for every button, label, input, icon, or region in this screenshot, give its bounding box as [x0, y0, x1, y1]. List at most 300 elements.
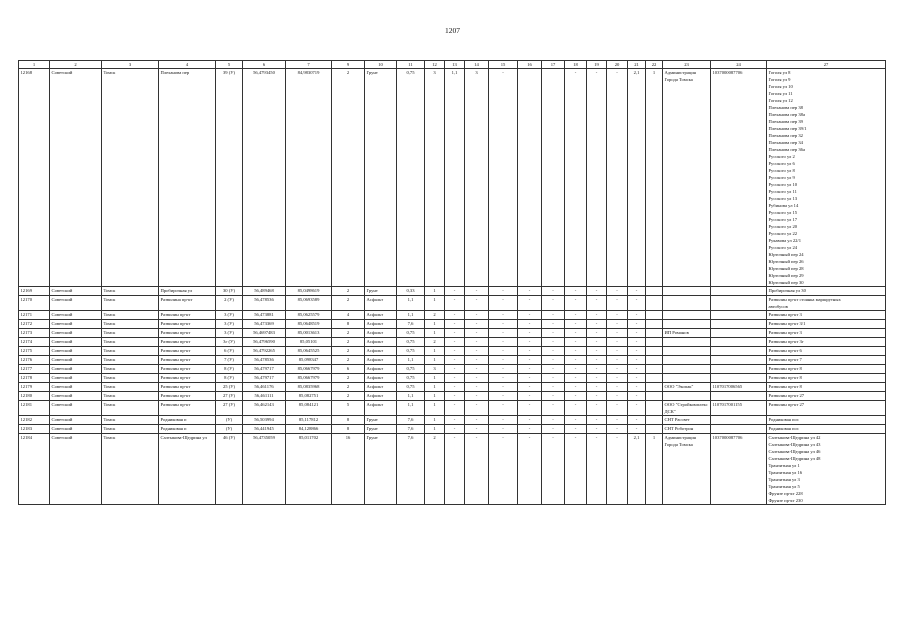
table-cell: 1 — [425, 296, 445, 311]
table-cell: - — [518, 338, 542, 347]
table-cell — [646, 296, 663, 311]
table-cell — [711, 392, 767, 401]
table-cell: - — [542, 338, 565, 347]
table-cell: (У) — [216, 416, 243, 425]
address-item: Фрунзе пр-кт 230 — [768, 498, 803, 503]
table-cell: 7,6 — [397, 434, 425, 505]
table-cell: 56,473369 — [243, 320, 286, 329]
table-cell: Томск — [102, 434, 159, 505]
table-cell: 30 (У) — [216, 287, 243, 296]
table-cell: 1 — [425, 347, 445, 356]
table-cell: Советский — [50, 347, 102, 356]
table-cell: 8 — [332, 320, 365, 329]
address-item: Салтыкова-Щедрина ул 43 — [768, 442, 821, 447]
table-cell: - — [565, 69, 587, 287]
table-cell: Томск — [102, 365, 159, 374]
table-cell: 7,6 — [397, 425, 425, 434]
table-cell: 2 — [332, 383, 365, 392]
table-cell: 2 — [332, 338, 365, 347]
table-cell: Асфальт — [365, 320, 397, 329]
address-list-cell — [767, 329, 886, 338]
table-cell: 16 — [332, 434, 365, 505]
table-cell: Томск — [102, 356, 159, 365]
address-list-cell — [767, 374, 886, 383]
address-item: Пробирочная ул 30 — [768, 288, 806, 293]
table-cell: - — [628, 311, 646, 320]
table-cell: - — [542, 311, 565, 320]
table-cell: 12181 — [19, 401, 50, 416]
table-cell: 12173 — [19, 329, 50, 338]
address-item: Плеханова пер 39 — [768, 119, 803, 124]
table-cell: Грунт — [365, 434, 397, 505]
table-cell — [646, 311, 663, 320]
address-list-cell — [767, 356, 886, 365]
table-cell: Развилин пр-кт — [159, 392, 216, 401]
address-item: Развилин пр-кт 8 — [768, 384, 802, 389]
table-cell: 8 — [332, 425, 365, 434]
table-cell: 3 — [425, 69, 445, 287]
table-cell: Томск — [102, 69, 159, 287]
address-item: Транзитная ул 5 — [768, 484, 800, 489]
table-row — [19, 401, 886, 416]
table-cell: 85,0667979 — [286, 374, 332, 383]
table-cell: - — [518, 365, 542, 374]
table-cell: 85,0625579 — [286, 311, 332, 320]
column-header: 21 — [628, 61, 646, 69]
table-cell: - — [607, 374, 628, 383]
table-cell: Асфальт — [365, 392, 397, 401]
table-row — [19, 383, 886, 392]
table-cell: - — [465, 287, 489, 296]
table-cell: Асфальт — [365, 347, 397, 356]
column-header: 7 — [286, 61, 332, 69]
table-cell: Развилин пр-кт — [159, 383, 216, 392]
table-cell: Развилин пр-кт — [159, 338, 216, 347]
table-cell: - — [542, 434, 565, 505]
table-cell: - — [587, 383, 607, 392]
table-cell: 56,489468 — [243, 287, 286, 296]
address-item: Плеханова пер 39/1 — [768, 126, 807, 131]
table-cell: Асфальт — [365, 338, 397, 347]
table-cell: СНТ Рассвет — [663, 416, 711, 425]
table-cell: Томск — [102, 392, 159, 401]
table-cell: - — [607, 329, 628, 338]
table-cell: Советский — [50, 356, 102, 365]
table-cell: - — [607, 296, 628, 311]
table-cell: 12169 — [19, 287, 50, 296]
address-list-cell — [767, 401, 886, 416]
table-cell: - — [607, 347, 628, 356]
column-header: 3 — [102, 61, 159, 69]
table-cell: 85,0645525 — [286, 347, 332, 356]
table-cell: 85,0835968 — [286, 383, 332, 392]
table-cell — [646, 425, 663, 434]
table-cell: - — [565, 365, 587, 374]
table-cell — [542, 69, 565, 287]
table-cell: - — [542, 365, 565, 374]
table-cell: 3 — [425, 365, 445, 374]
table-cell: - — [587, 425, 607, 434]
table-cell: - — [489, 329, 518, 338]
table-cell: - — [489, 392, 518, 401]
table-cell: 8 (У) — [216, 365, 243, 374]
table-cell: 0,33 — [397, 287, 425, 296]
table-cell — [646, 401, 663, 416]
table-cell: Пробирочная ул — [159, 287, 216, 296]
table-cell: - — [465, 365, 489, 374]
table-cell: - — [489, 320, 518, 329]
column-header: 23 — [663, 61, 711, 69]
address-item: Развилин пр-кт 6 — [768, 348, 802, 353]
table-cell: Асфальт — [365, 356, 397, 365]
table-cell: Советский — [50, 383, 102, 392]
column-header: 5 — [216, 61, 243, 69]
table-cell: 7,6 — [397, 416, 425, 425]
table-cell: - — [445, 383, 465, 392]
table-cell: - — [565, 329, 587, 338]
address-item: Русского ул 13 — [768, 196, 798, 201]
table-cell: - — [489, 425, 518, 434]
table-row — [19, 434, 886, 505]
table-cell: - — [628, 356, 646, 365]
table-cell: 1107017006565 — [711, 383, 767, 392]
table-cell: 0,75 — [397, 383, 425, 392]
table-cell: Асфальт — [365, 401, 397, 416]
address-item: Русского ул 10 — [768, 182, 798, 187]
table-cell: 1,1 — [397, 392, 425, 401]
address-list-cell — [767, 69, 886, 287]
table-cell: Развилин пр-кт — [159, 311, 216, 320]
table-cell: - — [465, 296, 489, 311]
table-cell: 56,503994 — [243, 416, 286, 425]
table-cell: 85,0648519 — [286, 320, 332, 329]
column-header: 11 — [397, 61, 425, 69]
table-cell: 85,098347 — [286, 356, 332, 365]
table-cell: - — [465, 338, 489, 347]
address-list-cell — [767, 365, 886, 374]
table-cell: 56,4792265 — [243, 347, 286, 356]
table-cell: - — [489, 311, 518, 320]
table-cell — [711, 374, 767, 383]
table-cell — [646, 365, 663, 374]
table-cell: Грунт — [365, 416, 397, 425]
table-cell: 2 (У) — [216, 296, 243, 311]
table-cell: 8 — [332, 416, 365, 425]
table-cell: 1037000087706 — [711, 69, 767, 287]
table-cell: 56,478536 — [243, 356, 286, 365]
table-cell — [646, 356, 663, 365]
table-cell: - — [542, 392, 565, 401]
table-cell — [711, 425, 767, 434]
table-cell: - — [587, 347, 607, 356]
table-cell: ООО "Стройкомплекс ДСК" — [663, 401, 711, 416]
table-cell — [663, 296, 711, 311]
table-cell: - — [465, 434, 489, 505]
table-cell: - — [518, 374, 542, 383]
table-cell: 27 (У) — [216, 392, 243, 401]
table-cell: 1 — [425, 287, 445, 296]
table-cell: 2 — [425, 434, 445, 505]
table-row — [19, 338, 886, 347]
table-cell: - — [587, 392, 607, 401]
table-cell: Томск — [102, 416, 159, 425]
address-list-cell — [767, 392, 886, 401]
table-cell: 7 (У) — [216, 356, 243, 365]
table-cell: - — [565, 356, 587, 365]
column-header: 18 — [565, 61, 587, 69]
table-cell: 12171 — [19, 311, 50, 320]
table-cell: 1 — [425, 320, 445, 329]
table-cell: - — [565, 392, 587, 401]
table-cell: 12179 — [19, 383, 50, 392]
table-cell: - — [518, 287, 542, 296]
table-cell: 56,4796590 — [243, 338, 286, 347]
table-cell: - — [607, 356, 628, 365]
table-cell: 2,1 — [628, 69, 646, 287]
table-cell: 1,1 — [397, 311, 425, 320]
address-item: Развилин пр-кт стоянка маршрутных — [768, 297, 841, 302]
column-header: 9 — [332, 61, 365, 69]
address-item: Юрточный пер 26 — [768, 259, 804, 264]
table-cell — [663, 338, 711, 347]
table-cell: Развилина пр-кт — [159, 296, 216, 311]
table-cell: - — [445, 338, 465, 347]
table-cell: - — [628, 392, 646, 401]
table-cell: 84,9830719 — [286, 69, 332, 287]
column-header: 13 — [445, 61, 465, 69]
table-cell: - — [489, 401, 518, 416]
table-cell: - — [542, 401, 565, 416]
table-row — [19, 287, 886, 296]
table-cell: 56,4793450 — [243, 69, 286, 287]
table-cell: Администрация Города Томска — [663, 434, 711, 505]
table-cell: 39 (У) — [216, 69, 243, 287]
table-cell: Развилин пр-кт — [159, 320, 216, 329]
table-cell: - — [607, 416, 628, 425]
address-item: Плеханова пер 38а — [768, 112, 805, 117]
table-cell: Асфальт — [365, 296, 397, 311]
address-list-cell — [767, 425, 886, 434]
table-cell — [663, 356, 711, 365]
table-row — [19, 416, 886, 425]
table-cell: 1 — [425, 401, 445, 416]
table-cell: - — [445, 311, 465, 320]
table-cell: 85,0667979 — [286, 365, 332, 374]
table-cell: Асфальт — [365, 329, 397, 338]
table-cell: 12184 — [19, 434, 50, 505]
table-row — [19, 347, 886, 356]
table-cell: - — [465, 392, 489, 401]
table-cell: 1 — [425, 425, 445, 434]
table-cell: 56,4735059 — [243, 434, 286, 505]
table-cell: 2 — [332, 287, 365, 296]
address-item: Рубинова ул 14 — [768, 203, 799, 208]
address-item: Русского ул 20 — [768, 224, 798, 229]
table-cell: 12175 — [19, 347, 50, 356]
table-cell: - — [628, 287, 646, 296]
table-cell — [711, 287, 767, 296]
table-cell: - — [489, 69, 518, 287]
table-cell: - — [587, 401, 607, 416]
table-cell: 2,1 — [628, 434, 646, 505]
table-cell: 56,441945 — [243, 425, 286, 434]
table-cell: 56,461111 — [243, 392, 286, 401]
table-cell: - — [489, 383, 518, 392]
table-cell: - — [542, 287, 565, 296]
table-cell: 8 (У) — [216, 374, 243, 383]
table-cell: Салтыкова-Щедрина ул — [159, 434, 216, 505]
address-list-cell — [767, 296, 886, 311]
table-cell: - — [587, 329, 607, 338]
table-cell: 2 — [332, 329, 365, 338]
table-cell: Асфальт — [365, 311, 397, 320]
table-cell: - — [607, 365, 628, 374]
table-cell: - — [628, 347, 646, 356]
table-cell: 3г (У) — [216, 338, 243, 347]
table-cell — [646, 374, 663, 383]
address-list-cell — [767, 416, 886, 425]
table-cell: 1 — [425, 329, 445, 338]
table-cell: Асфальт — [365, 365, 397, 374]
address-item: Плеханова пер 38 — [768, 105, 803, 110]
address-item: Фрунзе пр-кт 228 — [768, 491, 803, 496]
column-header: 20 — [607, 61, 628, 69]
table-cell: - — [518, 347, 542, 356]
table-cell: 0,75 — [397, 374, 425, 383]
table-cell — [646, 383, 663, 392]
table-cell: - — [607, 401, 628, 416]
table-cell: - — [628, 365, 646, 374]
table-cell: - — [518, 329, 542, 338]
table-cell: 0,75 — [397, 69, 425, 287]
table-cell: - — [445, 287, 465, 296]
address-item: Русского ул 11 — [768, 189, 797, 194]
table-cell: - — [607, 425, 628, 434]
table-cell: 25 (У) — [216, 383, 243, 392]
address-item: Русского ул 15 — [768, 210, 798, 215]
table-cell: - — [607, 311, 628, 320]
table-row — [19, 311, 886, 320]
table-cell: 2 — [332, 356, 365, 365]
table-cell: Томск — [102, 425, 159, 434]
table-cell: - — [607, 392, 628, 401]
table-cell: - — [445, 401, 465, 416]
table-cell — [646, 287, 663, 296]
table-cell: Томск — [102, 374, 159, 383]
address-item: Юрточный пер 24 — [768, 252, 804, 257]
table-cell: Томск — [102, 287, 159, 296]
table-cell — [711, 320, 767, 329]
table-cell: 1 — [646, 434, 663, 505]
table-cell: 56,479717 — [243, 374, 286, 383]
table-cell: 56,462143 — [243, 401, 286, 416]
table-cell: Советский — [50, 374, 102, 383]
table-cell: Томск — [102, 296, 159, 311]
table-cell: - — [607, 383, 628, 392]
table-cell: Развилин пр-кт — [159, 347, 216, 356]
table-cell: - — [445, 329, 465, 338]
table-cell: 2 — [332, 69, 365, 287]
registry-table — [18, 60, 886, 505]
table-cell: ООО "Экопак" — [663, 383, 711, 392]
column-header: 16 — [518, 61, 542, 69]
table-cell: - — [628, 401, 646, 416]
address-item: Развилин пр-кт 7 — [768, 357, 802, 362]
address-list-cell — [767, 347, 886, 356]
address-item: Гоголя ул 12 — [768, 98, 793, 103]
table-cell — [711, 338, 767, 347]
table-cell: 0,75 — [397, 365, 425, 374]
table-cell: - — [565, 311, 587, 320]
table-cell: 1 — [425, 356, 445, 365]
table-cell: - — [565, 287, 587, 296]
table-cell: 85,05101 — [286, 338, 332, 347]
address-item: Гоголя ул 8 — [768, 70, 791, 75]
column-header: 27 — [767, 61, 886, 69]
table-cell: 85,0693589 — [286, 296, 332, 311]
table-cell: 5 — [332, 401, 365, 416]
table-cell: - — [628, 425, 646, 434]
table-cell: Асфальт — [365, 383, 397, 392]
table-cell — [646, 338, 663, 347]
table-cell: 12183 — [19, 425, 50, 434]
table-cell: - — [489, 374, 518, 383]
table-cell: Асфальт — [365, 374, 397, 383]
table-cell: - — [542, 296, 565, 311]
table-cell — [711, 416, 767, 425]
column-header: 2 — [50, 61, 102, 69]
table-cell: Плеханова пер — [159, 69, 216, 287]
table-cell: 3 — [465, 69, 489, 287]
table-cell: - — [542, 329, 565, 338]
column-header: 17 — [542, 61, 565, 69]
table-cell: - — [565, 347, 587, 356]
table-cell: (У) — [216, 425, 243, 434]
table-cell — [663, 374, 711, 383]
table-cell: Советский — [50, 311, 102, 320]
table-cell: - — [445, 425, 465, 434]
table-body — [19, 69, 886, 505]
table-cell: - — [465, 356, 489, 365]
table-cell: - — [489, 296, 518, 311]
table-cell: 84,128866 — [286, 425, 332, 434]
table-cell: Советский — [50, 338, 102, 347]
table-cell: - — [542, 383, 565, 392]
table-cell: Томск — [102, 329, 159, 338]
table-cell: - — [565, 416, 587, 425]
table-cell: Развилин пр-кт — [159, 365, 216, 374]
table-cell: 6 — [332, 365, 365, 374]
table-cell — [711, 296, 767, 311]
table-cell: - — [607, 287, 628, 296]
column-header: 10 — [365, 61, 397, 69]
table-cell: - — [587, 296, 607, 311]
table-cell — [711, 356, 767, 365]
address-item: Юрточный пер 29 — [768, 273, 804, 278]
table-cell: Советский — [50, 69, 102, 287]
address-item: Родниковая пос — [768, 426, 799, 431]
table-cell: 56,461176 — [243, 383, 286, 392]
table-cell: - — [465, 383, 489, 392]
table-cell: - — [628, 320, 646, 329]
column-header: 4 — [159, 61, 216, 69]
table-row — [19, 425, 886, 434]
table-cell: - — [587, 69, 607, 287]
table-cell — [663, 320, 711, 329]
table-cell: 27 (У) — [216, 401, 243, 416]
table-cell: Советский — [50, 416, 102, 425]
table-cell: - — [445, 296, 465, 311]
